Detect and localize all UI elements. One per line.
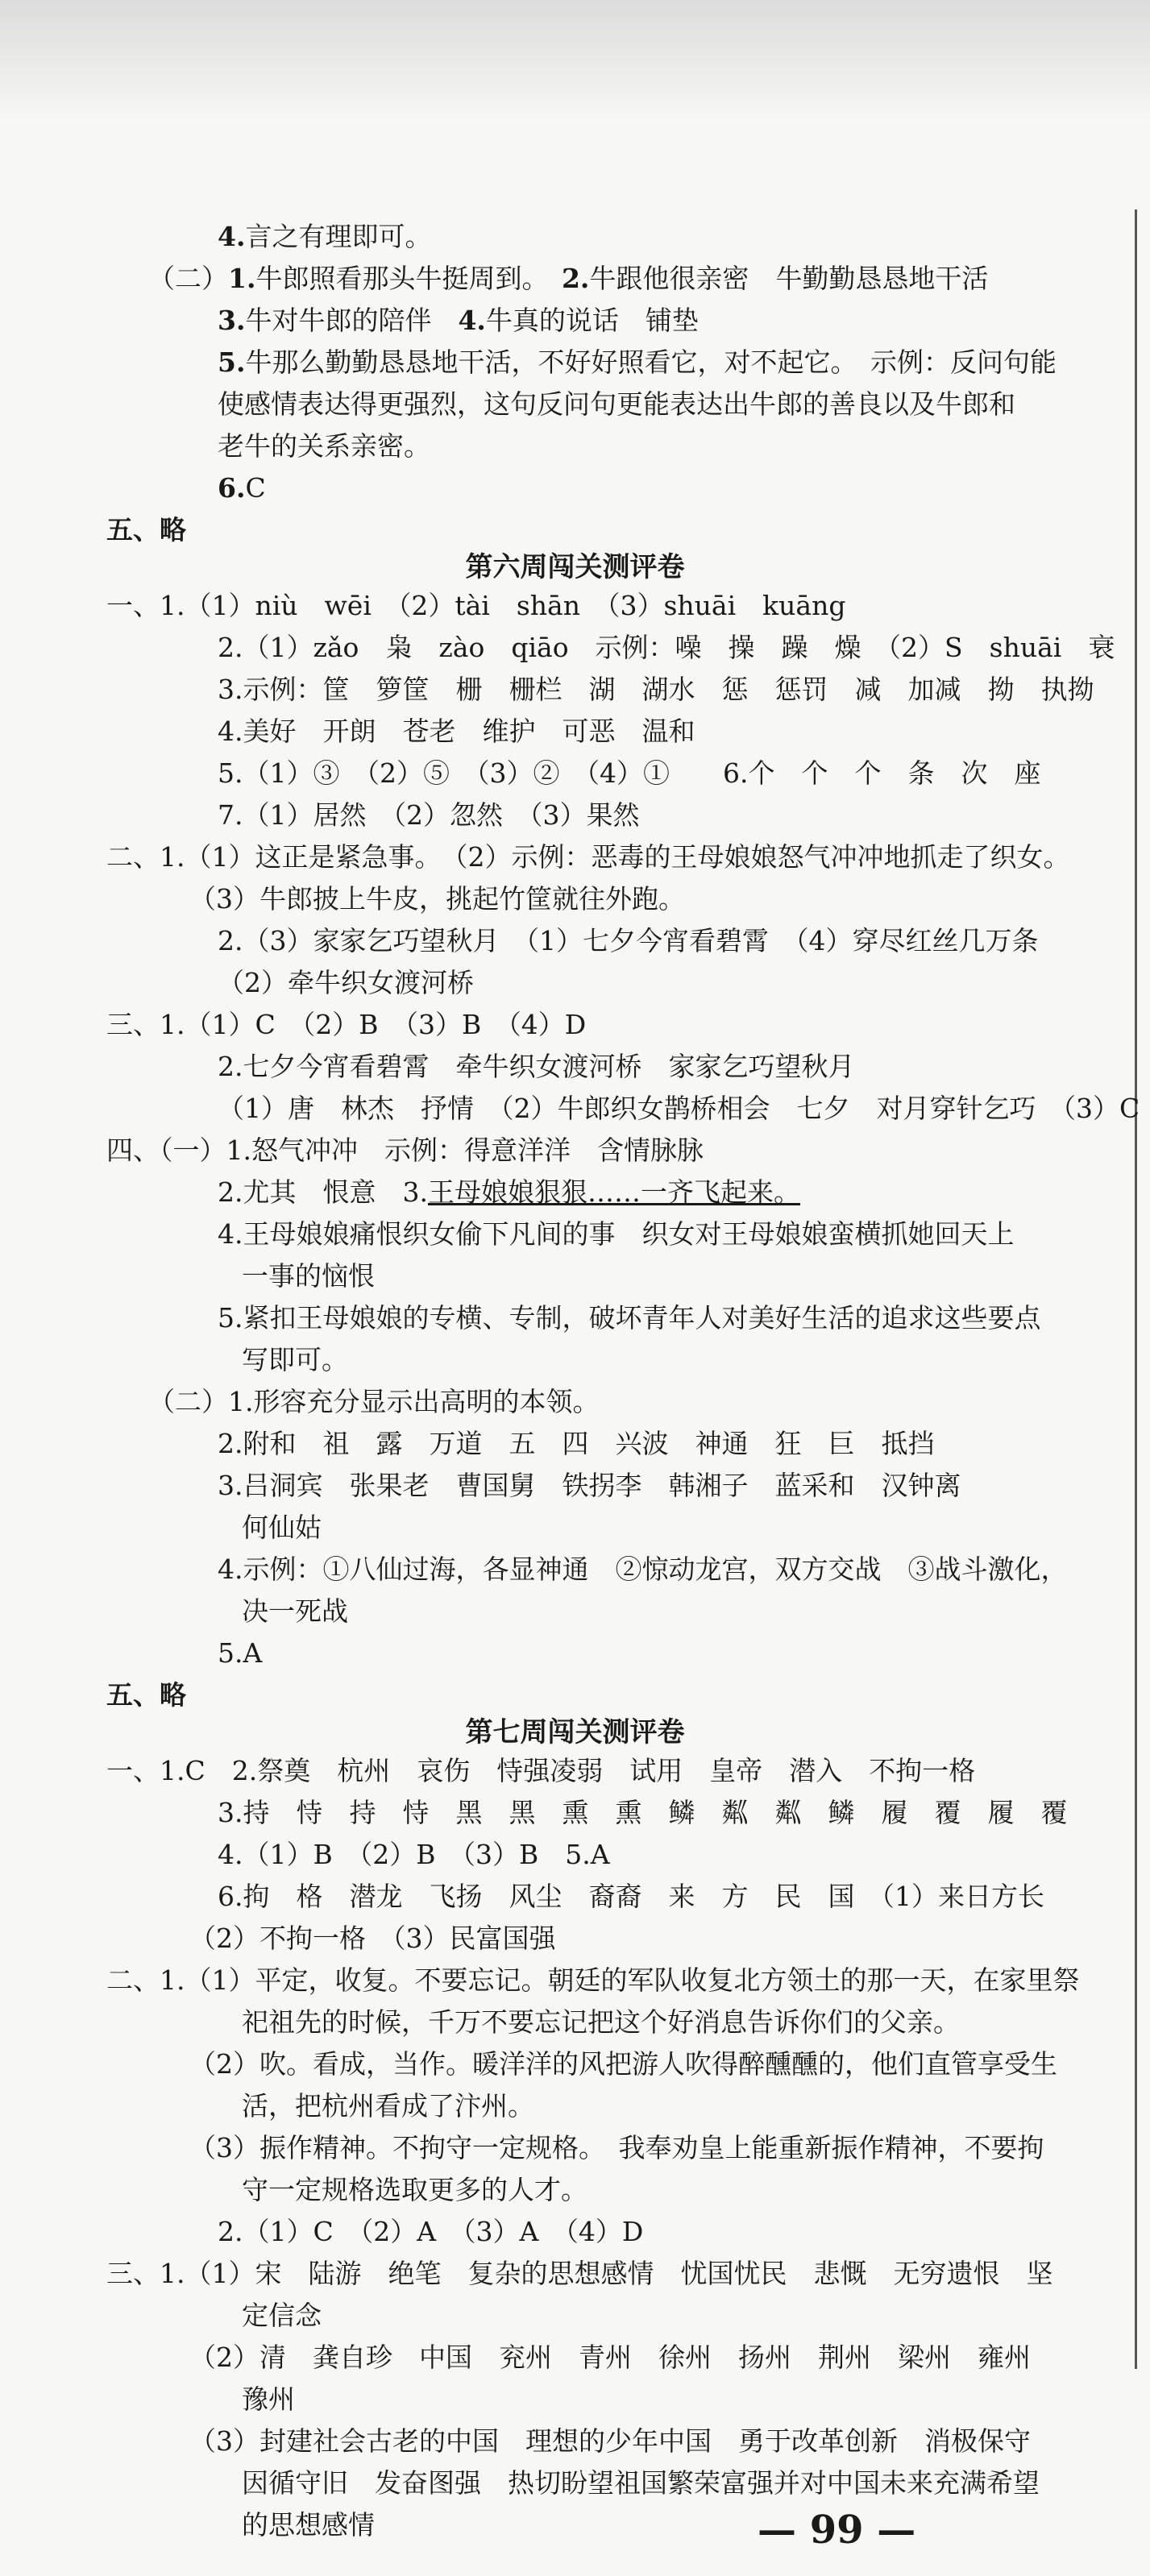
prev-sub2-line1: （二）1.牛郎照看那头牛挺周到。 2.牛跟他很亲密 牛勤勤恳恳地干活 <box>148 263 989 294</box>
week6-line-13: （1）唐 林杰 抒情 （2）牛郎织女鹊桥相会 七夕 对月穿针乞巧 （3）C <box>218 1093 1140 1124</box>
week7-line-3: 4.（1）B （2）B （3）B 5.A <box>218 1839 610 1870</box>
week6-line-5: 5.（1）③ （2）⑤ （3）② （4）① 6.个 个 个 条 次 座 <box>218 757 1041 789</box>
week6-line-12: 2.七夕今宵看碧霄 牵牛织女渡河桥 家家乞巧望秋月 <box>218 1051 855 1082</box>
week7-line-10: （3）振作精神。不拘守一定规格。 我奉劝皇上能重新振作精神，不要拘 <box>189 2132 1044 2163</box>
week6-line-15: 2.尤其 恨意 3.王母娘娘狠狠……一齐飞起来。 <box>218 1176 800 1208</box>
prev-sub2-5-line2: 使感情表达得更强烈，这句反问句更能表达出牛郎的善良以及牛郎和 <box>218 388 1015 420</box>
week7-line-4: 6.拘 格 潜龙 飞扬 风尘 裔裔 来 方 民 国 （1）来日方长 <box>218 1881 1044 1912</box>
week7-line-16: 豫州 <box>242 2383 295 2415</box>
page-number: — 99 — <box>758 2508 916 2553</box>
week6-line-3: 3.示例：筐 箩筐 栅 栅栏 湖 湖水 惩 惩罚 减 加减 拗 执拗 <box>218 674 1094 705</box>
week6-line-9: 2.（3）家家乞巧望秋月 （1）七夕今宵看碧霄 （4）穿尽红丝几万条 <box>218 925 1039 956</box>
week7-line-18: 因循守旧 发奋图强 热切盼望祖国繁荣富强并对中国未来充满希望 <box>242 2467 1040 2499</box>
week6-line-7: 二、1.（1）这正是紧急事。 （2）示例：恶毒的王母娘娘怒气冲冲地抓走了织女。 <box>106 841 1070 873</box>
week6-line-25: 决一死战 <box>242 1595 348 1627</box>
week7-line-17: （3）封建社会古老的中国 理想的少年中国 勇于改革创新 消极保守 <box>189 2425 1031 2457</box>
week7-line-1: 一、1.C 2.祭奠 杭州 哀伤 恃强凌弱 试用 皇帝 潜入 不拘一格 <box>106 1755 976 1786</box>
week7-line-19: 的思想感情 <box>242 2509 375 2541</box>
week6-line-24: 4.示例：①八仙过海，各显神通 ②惊动龙宫，双方交战 ③战斗激化， <box>218 1553 1068 1585</box>
week6-line-1: 一、1.（1）niù wēi （2）tài shān （3）shuāi kuāng <box>106 590 846 621</box>
week6-line-18: 5.紧扣王母娘娘的专横、专制，破坏青年人对美好生活的追求这些要点 <box>218 1302 1041 1334</box>
week7-line-15: （2）清 龚自珍 中国 兖州 青州 徐州 扬州 荆州 梁州 雍州 <box>189 2342 1031 2373</box>
week6-line-21: 2.附和 祖 露 万道 五 四 兴波 神通 狂 巨 抵挡 <box>218 1428 935 1459</box>
prev-sub2-5-line3: 老牛的关系亲密。 <box>218 430 430 462</box>
week6-line-14: 四、（一）1.怒气冲冲 示例：得意洋洋 含情脉脉 <box>106 1135 704 1166</box>
prev-item-4: 4.言之有理即可。 <box>218 221 432 252</box>
week7-line-8: （2）吹。看成，当作。暖洋洋的风把游人吹得醉醺醺的，他们直管享受生 <box>189 2048 1057 2080</box>
week7-line-2: 3.持 恃 持 恃 黑 黑 熏 熏 鳞 粼 粼 鳞 履 覆 履 覆 <box>218 1797 1068 1828</box>
week7-line-9: 活，把杭州看成了汴州。 <box>242 2090 534 2122</box>
week6-line-2: 2.（1）zǎo 枭 zào qiāo 示例：噪 操 躁 燥 （2）S shuāi 衰 <box>218 632 1115 663</box>
week6-line-17: 一事的恼恨 <box>242 1260 375 1292</box>
week6-line-8: （3）牛郎披上牛皮，挑起竹筐就往外跑。 <box>189 883 685 915</box>
week7-line-7: 祀祖先的时候，千万不要忘记把这个好消息告诉你们的父亲。 <box>242 2006 960 2038</box>
week7-line-11: 守一定规格选取更多的人才。 <box>242 2174 587 2205</box>
week7-line-13: 三、1.（1）宋 陆游 绝笔 复杂的思想感情 忧国忧民 悲慨 无穷遗恨 坚 <box>106 2258 1053 2289</box>
week6-line-19: 写即可。 <box>242 1344 348 1375</box>
week6-line-6: 7.（1）居然 （2）忽然 （3）果然 <box>218 799 640 831</box>
week6-line-16: 4.王母娘娘痛恨织女偷下凡间的事 织女对王母娘娘蛮横抓她回天上 <box>218 1218 1015 1250</box>
week7-line-14: 定信念 <box>242 2300 322 2331</box>
week7-line-5: （2）不拘一格 （3）民富国强 <box>189 1923 556 1954</box>
week6-section-five: 五、略 <box>106 1679 186 1711</box>
week6-line-23: 何仙姑 <box>242 1512 322 1543</box>
week7-line-12: 2.（1）C （2）A （3）A （4）D <box>218 2216 644 2247</box>
prev-sub2-5-line1: 5.牛那么勤勤恳恳地干活，不好好照看它，对不起它。 示例：反问句能 <box>218 346 1057 378</box>
prev-sub2-line2: 3.牛对牛郎的陪伴 4.牛真的说话 铺垫 <box>218 305 699 336</box>
week6-line-11: 三、1.（1）C （2）B （3）B （4）D <box>106 1009 587 1040</box>
week6-line-4: 4.美好 开朗 苍老 维护 可恶 温和 <box>218 716 695 747</box>
week6-title: 第六周闯关测评卷 <box>465 551 685 583</box>
week7-line-6: 二、1.（1）平定，收复。不要忘记。朝廷的军队收复北方领土的那一天，在家里祭 <box>106 1964 1080 1996</box>
week6-line-26: 5.A <box>218 1637 263 1669</box>
prev-section-five: 五、略 <box>106 514 186 545</box>
week7-title: 第七周闯关测评卷 <box>465 1716 685 1748</box>
week6-line-20: （二）1.形容充分显示出高明的本领。 <box>148 1386 600 1417</box>
week6-line-22: 3.吕洞宾 张果老 曹国舅 铁拐李 韩湘子 蓝采和 汉钟离 <box>218 1470 961 1501</box>
week6-line-10: （2）牵牛织女渡河桥 <box>218 967 474 998</box>
prev-sub2-6: 6.C <box>218 472 266 504</box>
